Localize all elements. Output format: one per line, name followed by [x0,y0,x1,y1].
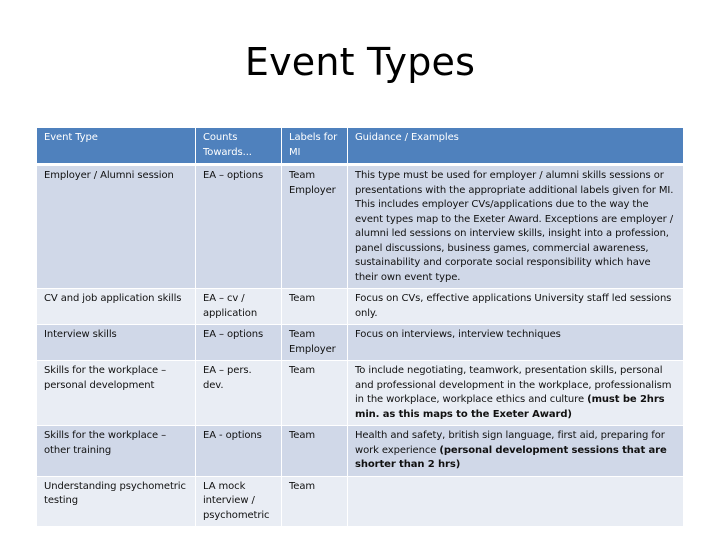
label-employer: Employer [289,184,336,196]
header-guidance: Guidance / Examples [348,128,684,165]
event-types-table [36,127,684,527]
cell-event-type: Employer / Alumni session [37,165,196,289]
table-row [37,325,684,361]
table-row [37,289,684,325]
table-header-row [37,128,684,165]
guidance-bold-text: (personal development sessions that are shorter than 2 hrs) [355,444,667,470]
label-team: Team [289,365,316,376]
header-counts-towards: Counts Towards... [196,128,282,165]
guidance-text: Focus on CVs, effective applications University staff led sessions only. [355,293,672,319]
cell-counts-towards: EA – cv / application [196,289,282,325]
label-team: Team [289,480,316,492]
label-employer: Employer [289,343,336,355]
header-event-type: Event Type [37,128,196,165]
cell-counts-towards: EA – options [196,325,282,361]
cell-guidance [348,325,684,361]
cell-labels [282,289,348,325]
cell-guidance [348,426,684,477]
header-labels-for-mi: Labels for MI [282,128,348,165]
cell-event-type: Skills for the workplace – personal development [37,361,196,426]
cell-labels [282,165,348,289]
table-row [37,476,684,527]
cell-guidance [348,476,684,527]
cell-labels [282,361,348,426]
table-row [37,361,684,426]
cell-event-type: Understanding psychometric testing [37,476,196,527]
guidance-bold-text: (must be 2hrs min. as this maps to the Exeter Award) [355,394,665,420]
cell-labels [282,476,348,527]
cell-counts-towards: LA mock interview / psychometric [196,476,282,527]
cell-event-type: Interview skills [37,325,196,361]
cell-counts-towards: EA – options [196,165,282,289]
label-team: Team [289,293,316,304]
cell-labels [282,325,348,361]
label-team: Team [289,329,316,340]
guidance-text: Health and safety, british sign language, first aid, preparing for work experience [355,430,665,456]
cell-event-type: Skills for the workplace – other training [37,426,196,477]
cell-event-type: CV and job application skills [37,289,196,325]
guidance-text: This type must be used for employer / alumni skills sessions or presentations with the appropriate additional labels given for MI. This includes employer CVs/applications due to the way the event types map to the Exeter Award. Exceptions are employer / alumni led sessions on interview skills, insight into a profession, panel discussions, business games, commercial awareness, sustainability and corporate social responsibility which have their own event type. [355,170,674,283]
slide-title: Event Types [244,40,476,84]
guidance-text: To include negotiating, teamwork, presentation skills, personal and professional development in the workplace, professionalism in the workplace, workplace ethics and culture [355,365,672,405]
cell-guidance [348,165,684,289]
table-row [37,426,684,477]
cell-guidance [348,289,684,325]
guidance-text: Focus on interviews, interview techniques [355,329,561,340]
cell-counts-towards: EA – pers. dev. [196,361,282,426]
table-row [37,165,684,289]
cell-labels [282,426,348,477]
label-team: Team [289,430,316,441]
cell-counts-towards: EA - options [196,426,282,477]
cell-guidance [348,361,684,426]
label-team: Team [289,170,316,181]
